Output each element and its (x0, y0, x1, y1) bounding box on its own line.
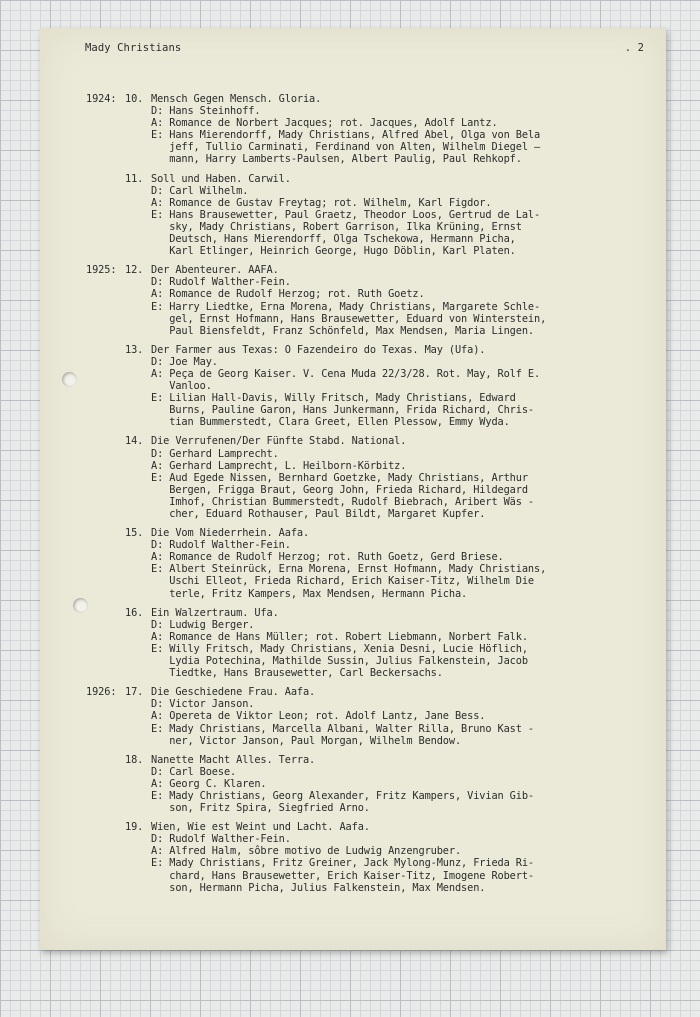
entry-details (151, 435, 661, 520)
credit-line: Burns, Pauline Garon, Hans Junkermann, Frida Richard, Chris- (151, 404, 534, 417)
filmography-list (86, 93, 661, 901)
credit-line: E: Albert Steinrück, Erna Morena, Ernst Hofmann, Mady Christians, (151, 563, 547, 576)
entry-year: 1924: (86, 93, 117, 105)
credit-line: E: Mady Christians, Fritz Greiner, Jack Mylong-Munz, Frieda Ri- (151, 857, 534, 870)
film-entry (86, 754, 661, 814)
credit-line: E: Hans Mierendorff, Mady Christians, Alfred Abel, Olga von Bela (151, 129, 541, 142)
entry-number: 19. (125, 821, 144, 834)
credit-line: Deutsch, Hans Mierendorff, Olga Tschekowa, Hermann Picha, (151, 233, 516, 246)
film-title-line: Die Geschiedene Frau. Aafa. (151, 686, 316, 699)
entry-details (151, 821, 661, 894)
entry-year (86, 435, 125, 520)
film-title-line: Nanette Macht Alles. Terra. (151, 753, 316, 766)
entry-year (86, 607, 125, 680)
credit-line: Uschi Elleot, Frieda Richard, Erich Kaiser-Titz, Wilhelm Die (151, 575, 534, 588)
film-title-line: Wien, Wie est Weint und Lacht. Aafa. (151, 821, 370, 834)
film-entry (86, 821, 661, 894)
credit-line: D: Carl Boese. (151, 765, 237, 778)
entry-number: 14. (125, 435, 144, 448)
entry-year (86, 754, 125, 814)
typed-page (40, 28, 666, 950)
credit-line: D: Gerhard Lamprecht. (151, 447, 279, 460)
entry-year (86, 344, 125, 429)
entry-details (151, 527, 661, 600)
entry-details (151, 93, 661, 166)
credit-line: D: Rudolf Walther-Fein. (151, 833, 291, 846)
credit-line: D: Victor Janson. (151, 698, 255, 711)
entry-year (86, 173, 125, 258)
page-number: . 2 (624, 42, 644, 54)
credit-line: E: Aud Egede Nissen, Bernhard Goetzke, Mady Christians, Arthur (151, 471, 528, 484)
entry-number: 16. (125, 606, 144, 619)
credit-line: ner, Victor Janson, Paul Morgan, Wilhelm Bendow. (151, 734, 462, 747)
credit-line: Paul Biensfeldt, Franz Schönfeld, Max Mendsen, Maria Lingen. (151, 324, 534, 337)
credit-line: Vanloo. (151, 380, 212, 393)
credit-line: D: Ludwig Berger. (151, 618, 255, 631)
credit-line: Tiedtke, Hans Brausewetter, Carl Beckersachs. (151, 667, 443, 680)
credit-line: A: Romance de Rudolf Herzog; rot. Ruth Goetz, Gerd Briese. (151, 551, 504, 564)
credit-line: E: Lilian Hall-Davis, Willy Fritsch, Mady Christians, Edward (151, 392, 516, 405)
film-title-line: Soll und Haben. Carwil. (151, 172, 291, 185)
film-entry (86, 527, 661, 600)
credit-line: A: Romance de Rudolf Herzog; rot. Ruth Goetz. (151, 288, 425, 301)
credit-line: son, Hermann Picha, Julius Falkenstein, Max Mendsen. (151, 881, 486, 894)
credit-line: D: Carl Wilhelm. (151, 184, 249, 197)
film-entry (86, 93, 661, 166)
credit-line: A: Romance de Norbert Jacques; rot. Jacques, Adolf Lantz. (151, 117, 498, 130)
credit-line: E: Harry Liedtke, Erna Morena, Mady Christians, Margarete Schle- (151, 300, 541, 313)
credit-line: E: Mady Christians, Georg Alexander, Fritz Kampers, Vivian Gib- (151, 789, 534, 802)
credit-line: Lydia Potechina, Mathilde Sussin, Julius Falkenstein, Jacob (151, 655, 528, 668)
entry-number: 15. (125, 527, 144, 540)
credit-line: E: Willy Fritsch, Mady Christians, Xenia Desni, Lucie Höflich, (151, 642, 528, 655)
film-entry (86, 344, 661, 429)
credit-line: A: Gerhard Lamprecht, L. Heilborn-Körbitz. (151, 459, 407, 472)
film-title-line: Ein Walzertraum. Ufa. (151, 606, 279, 619)
credit-line: A: Opereta de Viktor Leon; rot. Adolf Lantz, Jane Bess. (151, 710, 486, 723)
credit-line: cher, Eduard Rothauser, Paul Bildt, Margaret Kupfer. (151, 508, 486, 520)
entry-year (86, 821, 125, 894)
credit-line: son, Fritz Spira, Siegfried Arno. (151, 802, 370, 815)
credit-line: mann, Harry Lamberts-Paulsen, Albert Paulig, Paul Rehkopf. (151, 153, 522, 166)
credit-line: D: Rudolf Walther-Fein. (151, 276, 291, 289)
credit-line: A: Georg C. Klaren. (151, 777, 267, 790)
page-header-title: Mady Christians (85, 42, 182, 54)
credit-line: tian Bummerstedt, Clara Greet, Ellen Plessow, Emmy Wyda. (151, 416, 510, 429)
film-entry (86, 686, 661, 746)
film-entry (86, 264, 661, 337)
entry-year (86, 527, 125, 600)
film-entry (86, 607, 661, 680)
punch-hole (62, 372, 77, 387)
entry-details (151, 173, 661, 258)
entry-number: 17. (125, 686, 144, 699)
credit-line: chard, Hans Brausewetter, Erich Kaiser-Titz, Imogene Robert- (151, 869, 534, 882)
film-title-line: Die Verrufenen/Der Fünfte Stabd. National. (151, 435, 407, 448)
film-entry (86, 435, 661, 520)
entry-details (151, 264, 661, 337)
credit-line: D: Hans Steinhoff. (151, 105, 261, 118)
entry-year: 1926: (86, 686, 117, 699)
entry-number: 12. (125, 264, 144, 277)
credit-line: jeff, Tullio Carminati, Ferdinand von Alten, Wilhelm Diegel – (151, 141, 541, 154)
entry-details (151, 607, 661, 680)
credit-line: A: Peça de Georg Kaiser. V. Cena Muda 22/3/28. Rot. May, Rolf E. (151, 367, 541, 380)
entry-details (151, 754, 661, 814)
credit-line: sky, Mady Christians, Robert Garrison, Ilka Krüning, Ernst (151, 220, 522, 233)
entry-number: 18. (125, 753, 144, 766)
credit-line: Imhof, Christian Bummerstedt, Rudolf Biebrach, Aribert Wäs - (151, 495, 534, 508)
credit-line: gel, Ernst Hofmann, Hans Brausewetter, Eduard von Winterstein, (151, 312, 547, 325)
film-title-line: Der Abenteurer. AAFA. (151, 264, 279, 277)
credit-line: A: Romance de Hans Müller; rot. Robert Liebmann, Norbert Falk. (151, 630, 528, 643)
film-title-line: Die Vom Niederrhein. Aafa. (151, 527, 310, 540)
film-title-line: Der Farmer aus Texas: O Fazendeiro do Texas. May (Ufa). (151, 343, 486, 356)
entry-details (151, 686, 661, 746)
film-title-line: Mensch Gegen Mensch. Gloria. (151, 93, 322, 105)
entry-details (151, 344, 661, 429)
film-entry (86, 173, 661, 258)
credit-line: D: Rudolf Walther-Fein. (151, 539, 291, 552)
credit-line: E: Hans Brausewetter, Paul Graetz, Theodor Loos, Gertrud de Lal- (151, 208, 541, 221)
entry-number: 10. (125, 93, 144, 105)
credit-line: A: Romance de Gustav Freytag; rot. Wilhelm, Karl Figdor. (151, 196, 492, 209)
entry-year: 1925: (86, 264, 117, 277)
entry-number: 13. (125, 343, 144, 356)
credit-line: A: Alfred Halm, sôbre motivo de Ludwig Anzengruber. (151, 845, 462, 858)
credit-line: terle, Fritz Kampers, Max Mendsen, Hermann Picha. (151, 587, 468, 600)
credit-line: Karl Etlinger, Heinrich George, Hugo Döblin, Karl Platen. (151, 245, 516, 258)
credit-line: E: Mady Christians, Marcella Albani, Walter Rilla, Bruno Kast - (151, 722, 534, 735)
credit-line: D: Joe May. (151, 355, 218, 368)
entry-number: 11. (125, 172, 144, 185)
credit-line: Bergen, Frigga Braut, Georg John, Frieda Richard, Hildegard (151, 483, 528, 496)
